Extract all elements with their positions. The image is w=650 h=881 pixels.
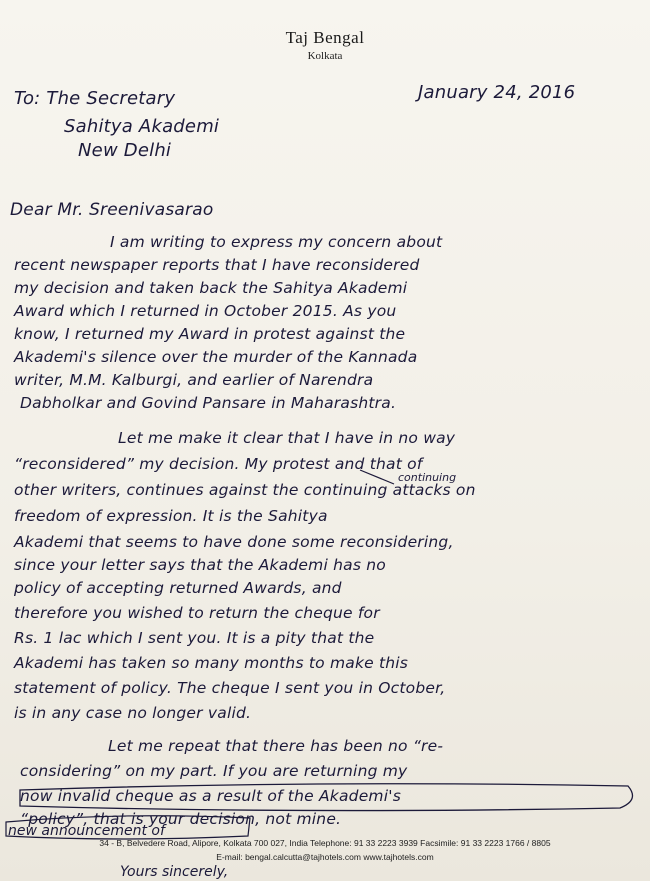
body-line: Let me repeat that there has been no “re-	[108, 737, 444, 755]
body-line: therefore you wished to return the cheque for	[14, 604, 380, 622]
body-line: my decision and taken back the Sahitya Akademi	[14, 279, 408, 297]
signoff: Yours sincerely,	[120, 864, 229, 880]
body-line: “reconsidered” my decision. My protest and that of	[14, 455, 423, 473]
body-line: considering” on my part. If you are returning my	[20, 762, 408, 780]
body-line: Let me make it clear that I have in no way	[118, 429, 456, 447]
footer-email: E-mail: bengal.calcutta@tajhotels.com www.tajhotels.com	[216, 852, 434, 862]
recipient-line-3: New Delhi	[78, 140, 172, 161]
correction-text: new announcement of	[8, 823, 165, 839]
body-line: policy of accepting returned Awards, and	[14, 579, 342, 597]
body-line: recent newspaper reports that I have reconsidered	[14, 256, 420, 274]
body-line: I am writing to express my concern about	[110, 233, 443, 251]
recipient-line-2: Sahitya Akademi	[64, 116, 220, 137]
body-line: Akademi's silence over the murder of the Kannada	[14, 348, 418, 366]
circled-phrase-mark	[20, 784, 633, 811]
body-line: statement of policy. The cheque I sent you in October,	[14, 679, 446, 697]
body-line: Akademi has taken so many months to make this	[14, 654, 409, 672]
body-line: since your letter says that the Akademi has no	[14, 556, 386, 574]
body-line: “policy”, that is your decision, not mine.	[20, 810, 342, 828]
circled-correction-mark	[6, 816, 250, 839]
footer-address: 34 - B, Belvedere Road, Alipore, Kolkata 700 027, India Telephone: 91 33 2223 3939 Facsimile: 91 33 2223 1766 / 8805	[99, 838, 551, 848]
body-line: Akademi that seems to have done some reconsidering,	[14, 533, 454, 551]
body-line: Rs. 1 lac which I sent you. It is a pity that the	[14, 629, 375, 647]
body-line: now invalid cheque as a result of the Akademi's	[20, 787, 401, 805]
body-line: writer, M.M. Kalburgi, and earlier of Narendra	[14, 371, 374, 389]
body-line: is in any case no longer valid.	[14, 704, 252, 722]
body-line: other writers, continues against the continuing attacks on	[14, 481, 476, 499]
body-line: freedom of expression. It is the Sahitya	[14, 507, 328, 525]
body-line: Award which I returned in October 2015. As you	[14, 302, 397, 320]
letterhead-name: Taj Bengal	[285, 28, 365, 47]
recipient-line-1: To: The Secretary	[14, 88, 176, 109]
body-line: Dabholkar and Govind Pansare in Maharashtra.	[20, 394, 397, 412]
insert-caret-mark	[360, 470, 394, 484]
inserted-word: continuing	[398, 471, 457, 484]
letterhead-city: Kolkata	[307, 50, 343, 62]
salutation: Dear Mr. Sreenivasarao	[10, 200, 214, 220]
body-line: know, I returned my Award in protest against the	[14, 325, 406, 343]
letter-date: January 24, 2016	[418, 82, 576, 103]
